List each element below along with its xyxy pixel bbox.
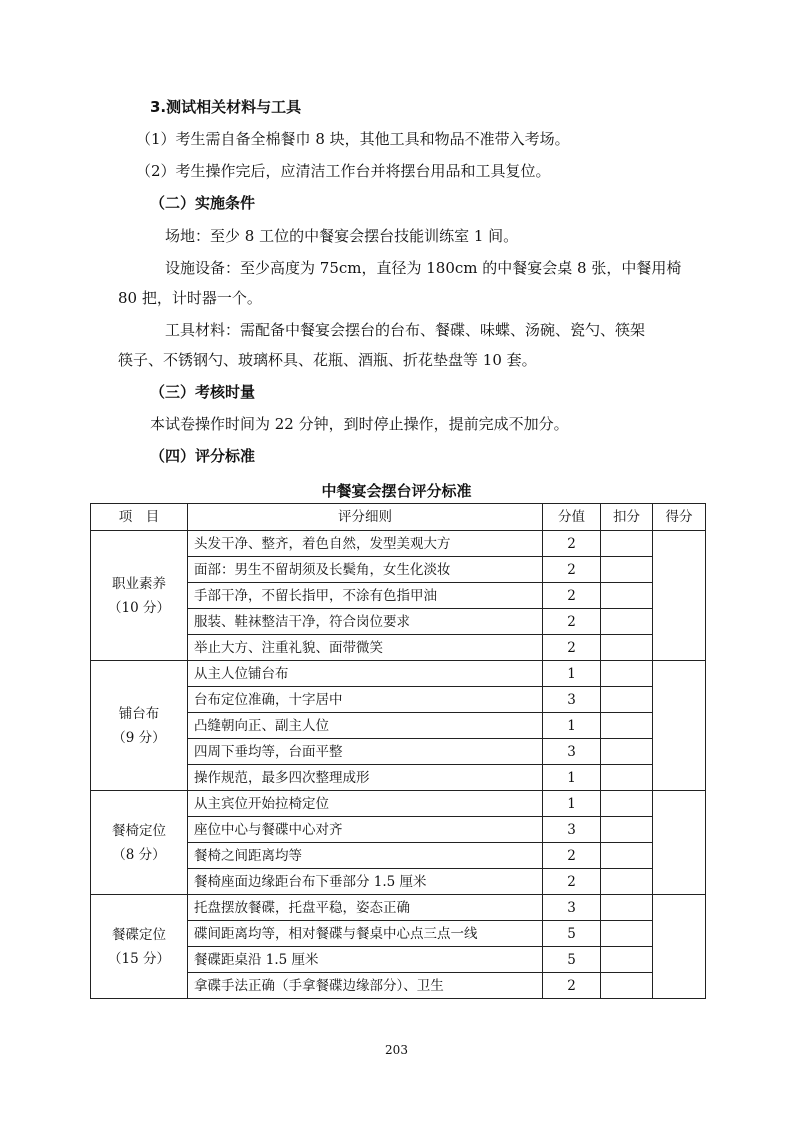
- paragraph-line: 场地：至少 8 工位的中餐宴会摆台技能训练室 1 间。: [165, 227, 519, 245]
- paragraph-line: 设施设备：至少高度为 75cm，直径为 180cm 的中餐宴会桌 8 张，中餐用椅: [165, 259, 682, 277]
- criteria-cell: 头发干净、整齐，着色自然，发型美观大方: [188, 531, 543, 557]
- category-name: 餐碟定位: [112, 926, 166, 943]
- paragraph-line: （2）考生操作完后，应清洁工作台并将摆台用品和工具复位。: [136, 162, 551, 180]
- deduct-cell: [601, 713, 653, 739]
- score-cell: 2: [543, 635, 601, 661]
- deduct-cell: [601, 635, 653, 661]
- criteria-cell: 面部：男生不留胡须及长鬓角，女生化淡妆: [188, 557, 543, 583]
- criteria-cell: 餐椅座面边缘距台布下垂部分 1.5 厘米: [188, 869, 543, 895]
- deduct-cell: [601, 817, 653, 843]
- header-item: 项 目: [91, 504, 188, 531]
- category-cell: [91, 531, 188, 661]
- deduct-cell: [601, 557, 653, 583]
- criteria-cell: 服装、鞋袜整洁干净，符合岗位要求: [188, 609, 543, 635]
- criteria-cell: 碟间距离均等，相对餐碟与餐桌中心点三点一线: [188, 921, 543, 947]
- table-row: [91, 531, 706, 557]
- page-number: 203: [385, 1043, 408, 1057]
- criteria-cell: 托盘摆放餐碟，托盘平稳，姿态正确: [188, 895, 543, 921]
- category-cell: [91, 661, 188, 791]
- score-cell: 2: [543, 843, 601, 869]
- deduct-cell: [601, 843, 653, 869]
- table-title: 中餐宴会摆台评分标准: [321, 482, 472, 500]
- section-heading: （四）评分标准: [150, 447, 256, 465]
- score-cell: 2: [543, 869, 601, 895]
- category-name: 铺台布: [118, 705, 160, 722]
- criteria-cell: 餐椅之间距离均等: [188, 843, 543, 869]
- header-score: 分值: [543, 504, 601, 531]
- criteria-cell: 操作规范，最多四次整理成形: [188, 765, 543, 791]
- score-cell: 5: [543, 921, 601, 947]
- deduct-cell: [601, 921, 653, 947]
- category-points: （8 分）: [112, 846, 166, 863]
- deduct-cell: [601, 739, 653, 765]
- category-name: 餐椅定位: [112, 822, 166, 839]
- section-heading: 3.测试相关材料与工具: [150, 98, 302, 116]
- criteria-cell: 从主人位铺台布: [188, 661, 543, 687]
- header-deduct: 扣分: [601, 504, 653, 531]
- score-cell: 3: [543, 895, 601, 921]
- category-points: （9 分）: [112, 729, 166, 746]
- section-heading: （二）实施条件: [150, 194, 256, 212]
- paragraph-line: 筷子、不锈钢勺、玻璃杯具、花瓶、酒瓶、折花垫盘等 10 套。: [118, 351, 537, 369]
- deduct-cell: [601, 765, 653, 791]
- got-cell: [653, 661, 706, 791]
- score-cell: 3: [543, 817, 601, 843]
- scoring-table: [90, 503, 706, 999]
- score-cell: 1: [543, 713, 601, 739]
- score-cell: 2: [543, 609, 601, 635]
- deduct-cell: [601, 687, 653, 713]
- deduct-cell: [601, 583, 653, 609]
- deduct-cell: [601, 869, 653, 895]
- paragraph-line: （1）考生需自备全棉餐巾 8 块，其他工具和物品不准带入考场。: [136, 130, 570, 148]
- paragraph-line: 工具材料：需配备中餐宴会摆台的台布、餐碟、味蝶、汤碗、瓷勺、筷架: [165, 321, 646, 339]
- deduct-cell: [601, 609, 653, 635]
- score-cell: 1: [543, 765, 601, 791]
- criteria-cell: 四周下垂均等，台面平整: [188, 739, 543, 765]
- header-got: 得分: [653, 504, 706, 531]
- criteria-cell: 举止大方、注重礼貌、面带微笑: [188, 635, 543, 661]
- score-cell: 2: [543, 557, 601, 583]
- score-cell: 1: [543, 661, 601, 687]
- deduct-cell: [601, 531, 653, 557]
- score-cell: 2: [543, 583, 601, 609]
- table-header-row: [91, 504, 706, 531]
- table-row: [91, 895, 706, 921]
- got-cell: [653, 791, 706, 895]
- score-cell: 2: [543, 973, 601, 999]
- score-cell: 5: [543, 947, 601, 973]
- got-cell: [653, 895, 706, 999]
- category-cell: [91, 895, 188, 999]
- deduct-cell: [601, 895, 653, 921]
- section-heading: （三）考核时量: [150, 383, 256, 401]
- deduct-cell: [601, 661, 653, 687]
- score-cell: 3: [543, 739, 601, 765]
- score-cell: 1: [543, 791, 601, 817]
- category-cell: [91, 791, 188, 895]
- criteria-cell: 手部干净，不留长指甲，不涂有色指甲油: [188, 583, 543, 609]
- category-name: 职业素养: [112, 575, 166, 592]
- got-cell: [653, 531, 706, 661]
- deduct-cell: [601, 947, 653, 973]
- criteria-cell: 餐碟距桌沿 1.5 厘米: [188, 947, 543, 973]
- paragraph-line: 80 把，计时器一个。: [118, 289, 262, 307]
- header-detail: 评分细则: [188, 504, 543, 531]
- criteria-cell: 凸缝朝向正、副主人位: [188, 713, 543, 739]
- paragraph-line: 本试卷操作时间为 22 分钟，到时停止操作，提前完成不加分。: [150, 415, 569, 433]
- criteria-cell: 台布定位准确，十字居中: [188, 687, 543, 713]
- category-points: （10 分）: [108, 599, 170, 616]
- criteria-cell: 拿碟手法正确（手拿餐碟边缘部分）、卫生: [188, 973, 543, 999]
- score-cell: 2: [543, 531, 601, 557]
- criteria-cell: 从主宾位开始拉椅定位: [188, 791, 543, 817]
- deduct-cell: [601, 791, 653, 817]
- deduct-cell: [601, 973, 653, 999]
- table-row: [91, 791, 706, 817]
- table-row: [91, 661, 706, 687]
- category-points: （15 分）: [108, 950, 170, 967]
- score-cell: 3: [543, 687, 601, 713]
- criteria-cell: 座位中心与餐碟中心对齐: [188, 817, 543, 843]
